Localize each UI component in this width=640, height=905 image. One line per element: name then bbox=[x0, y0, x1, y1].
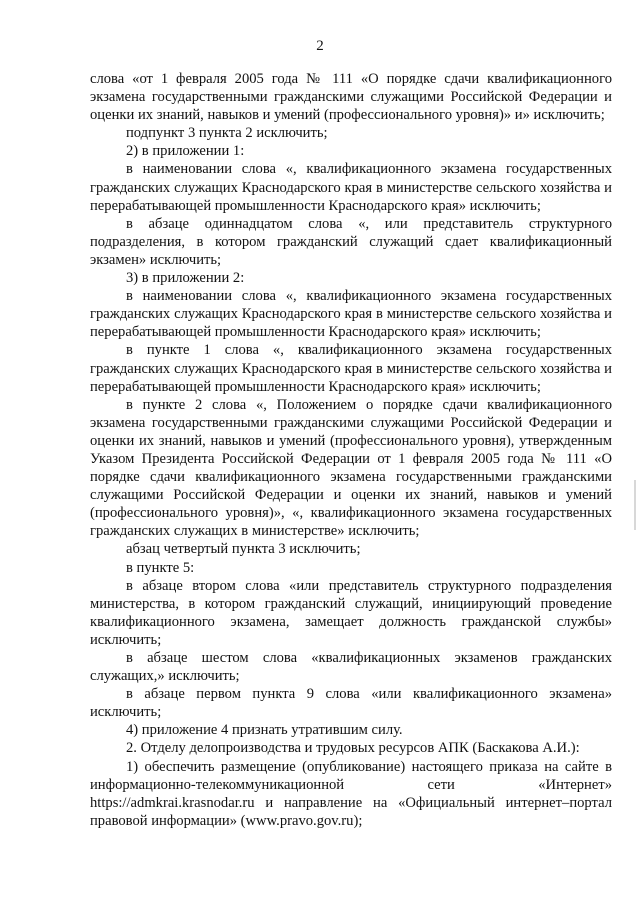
paragraph-16: 2. Отделу делопроизводства и трудовых ресурсов АПК (Баскакова А.И.): bbox=[126, 740, 580, 757]
paragraph-13: в абзаце шестом слова «квалификационных экзаменов гражданских служащих,» исключить; bbox=[90, 650, 612, 685]
document-body bbox=[90, 70, 612, 830]
paragraph-1: слова «от 1 февраля 2005 года № 111 «О порядке сдачи квалификационного экзамена государственными гражданскими служащими Российской Федерации и оценки их знаний, навыков и умений (профессионального уровня)» и» исключить; bbox=[90, 71, 612, 124]
paragraph-3: 2) в приложении 1: bbox=[126, 143, 245, 160]
paragraph-11: в пункте 5: bbox=[126, 559, 195, 576]
paragraph-6: 3) в приложении 2: bbox=[126, 270, 245, 287]
paragraph-10: абзац четвертый пункта 3 исключить; bbox=[126, 541, 361, 558]
paragraph-17: 1) обеспечить размещение (опубликование) настоящего приказа на сайте в информационно-телекоммуникационной сети «Интернет» https://admkrai.krasnodar.ru и направление на «Официальный интернет–портал правовой информации» (www.pravo.gov.ru); bbox=[90, 758, 612, 829]
paragraph-4: в наименовании слова «, квалификационного экзамена государственных гражданских служащих Краснодарского края в министерстве сельского хозяйства и перерабатывающей промышленности Краснодарского края» исключить; bbox=[90, 161, 612, 214]
paragraph-2: подпункт 3 пункта 2 исключить; bbox=[126, 125, 328, 142]
paragraph-5: в абзаце одиннадцатом слова «, или представитель структурного подразделения, в котором гражданский служащий сдает квалификационный экзамен» исключить; bbox=[90, 215, 612, 268]
paragraph-15: 4) приложение 4 признать утратившим силу. bbox=[126, 722, 403, 739]
paragraph-7: в наименовании слова «, квалификационного экзамена государственных гражданских служащих Краснодарского края в министерстве сельского хозяйства и перерабатывающей промышленности Краснодарского края» исключить; bbox=[90, 288, 612, 341]
paragraph-12: в абзаце втором слова «или представитель структурного подразделения министерства, в котором гражданский служащий, инициирующий проведение квалификационного экзамена, замещает должность гражданской службы» исключить; bbox=[90, 577, 612, 648]
paragraph-14: в абзаце первом пункта 9 слова «или квалификационного экзамена» исключить; bbox=[90, 686, 612, 721]
scan-edge-mark bbox=[634, 480, 636, 530]
paragraph-9: в пункте 2 слова «, Положением о порядке сдачи квалификационного экзамена государственными гражданскими служащими Российской Федерации и оценки их знаний, навыков и умений (профессионального уровня), утвержденным Указом Президента Российской Федерации от 1 февраля 2005 года № 111 «О порядке сдачи квалификационного экзамена государственными гражданскими служащими Российской Федерации и оценки их знаний, навыков и умений (профессионального уровня)», «, квалификационного экзамена государственных гражданских служащих в министерстве» исключить; bbox=[90, 396, 612, 540]
paragraph-8: в пункте 1 слова «, квалификационного экзамена государственных гражданских служащих Краснодарского края в министерстве сельского хозяйства и перерабатывающей промышленности Краснодарского края» исключить; bbox=[90, 342, 612, 395]
page-number: 2 bbox=[316, 38, 324, 54]
